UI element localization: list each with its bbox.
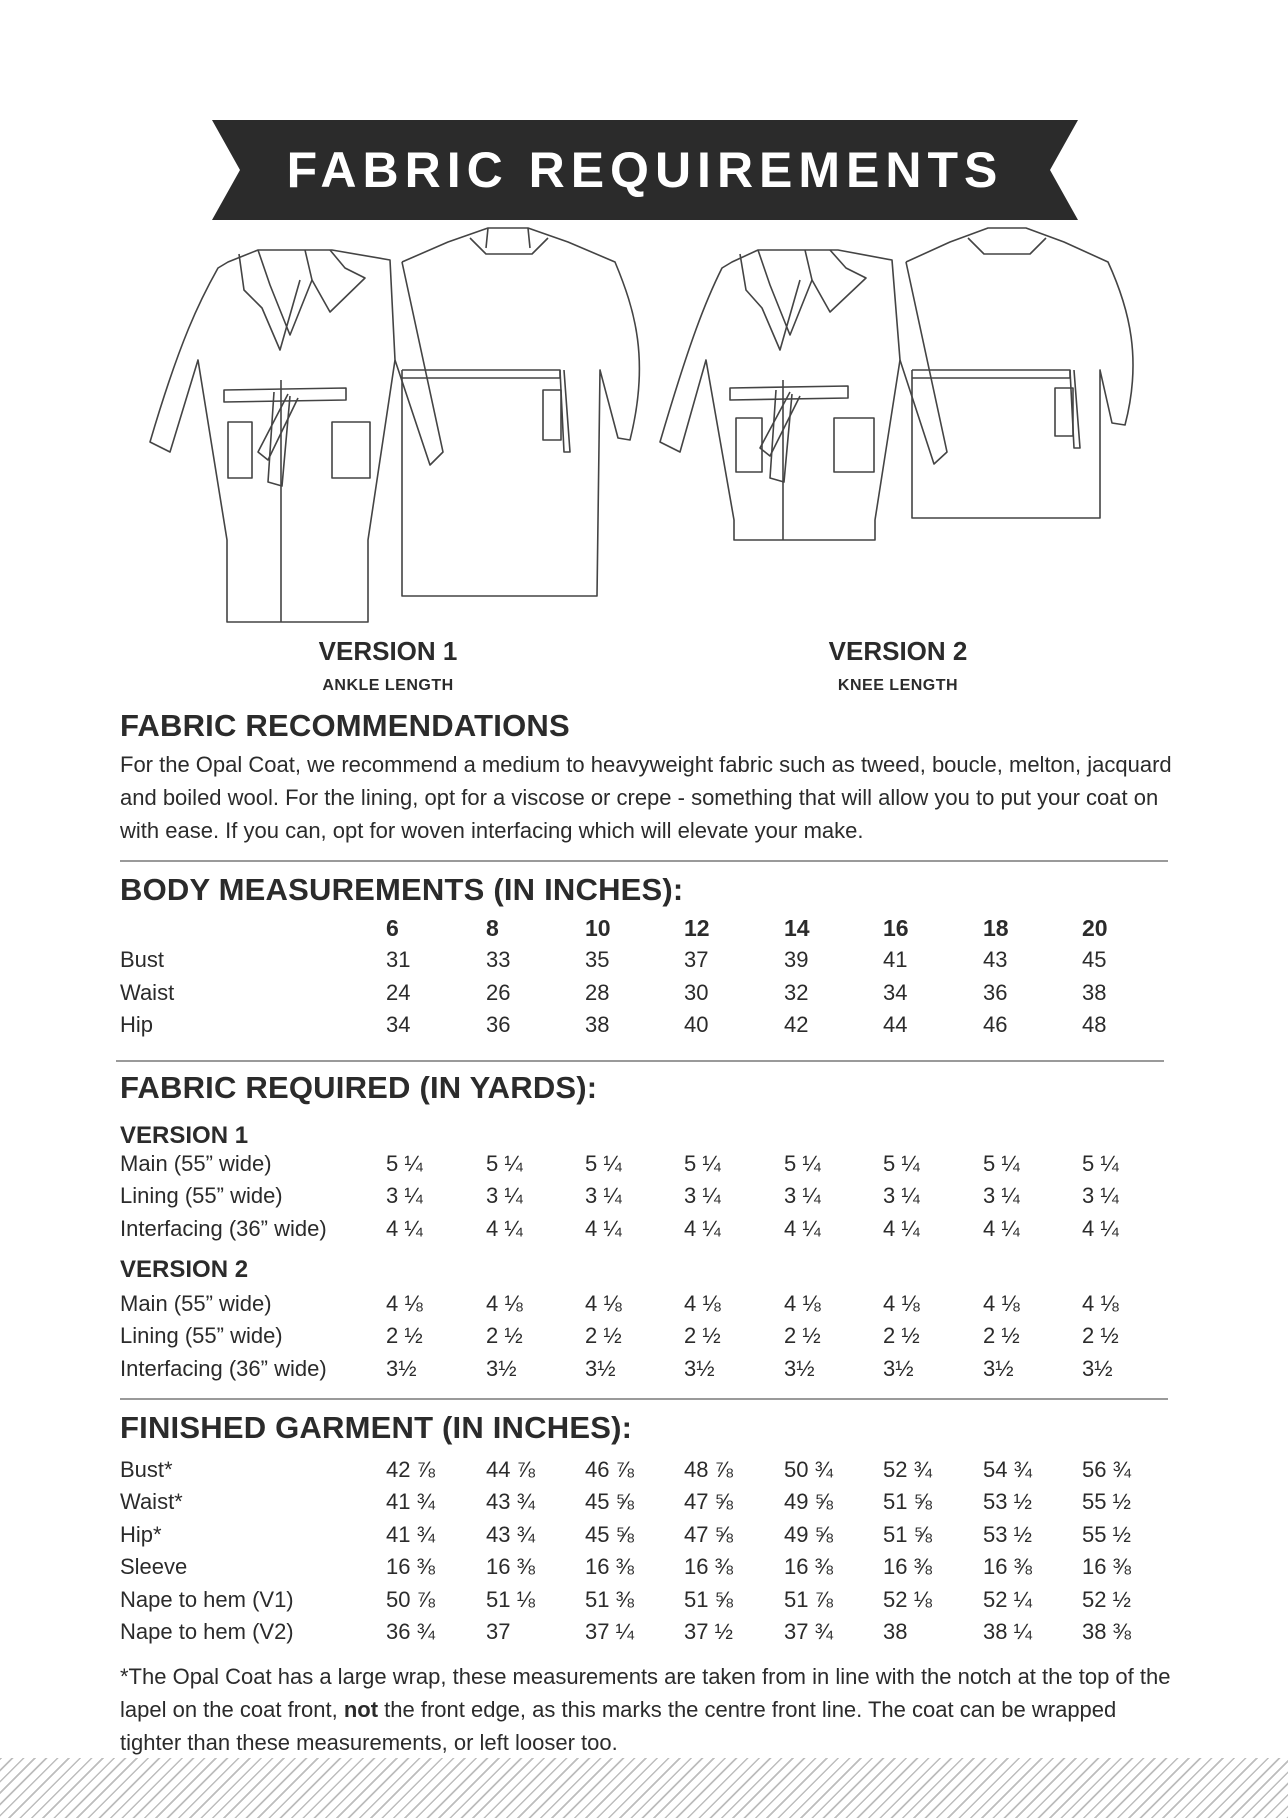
table-cell: 42 ⅞: [386, 1457, 435, 1482]
version-2-subtitle: KNEE LENGTH: [837, 677, 959, 694]
size-header: 20: [1082, 915, 1108, 941]
table-cell: 41 ¾: [386, 1489, 435, 1514]
footnote-text-start: *The Opal Coat has a large wrap, these measurements are taken from in line with the notch at the top of the lapel on the coat front,: [120, 1664, 1171, 1722]
row-label: Sleeve: [120, 1554, 188, 1579]
table-cell: 48: [1082, 1012, 1107, 1037]
table-cell: 3½: [684, 1356, 715, 1381]
table-cell: 52 ⅛: [883, 1587, 932, 1612]
coat-illustrations: [140, 220, 1150, 630]
size-header: 18: [983, 915, 1009, 941]
table-cell: 54 ¾: [983, 1457, 1032, 1482]
table-row: [120, 944, 1180, 976]
table-cell: 51 ⅞: [784, 1587, 833, 1612]
table-cell: 36: [983, 980, 1008, 1005]
table-cell: 52 ¼: [983, 1587, 1032, 1612]
table-cell: 3½: [883, 1356, 914, 1381]
table-cell: 3 ¼: [585, 1183, 622, 1208]
version-1-group-title: VERSION 1: [120, 1122, 249, 1149]
row-label: Waist*: [120, 1489, 183, 1514]
table-cell: 3½: [983, 1356, 1014, 1381]
table-cell: 45: [1082, 947, 1107, 972]
row-label: Hip: [120, 1012, 154, 1037]
divider: [116, 1060, 1164, 1062]
table-cell: 41: [883, 947, 908, 972]
table-cell: 37 ¾: [784, 1619, 833, 1644]
table-row: [120, 1320, 1180, 1352]
size-header: 14: [784, 915, 810, 941]
table-cell: 5 ¼: [784, 1151, 821, 1176]
table-cell: 42: [784, 1012, 809, 1037]
table-cell: 33: [486, 947, 511, 972]
table-cell: 24: [386, 980, 411, 1005]
table-cell: 48 ⅞: [684, 1457, 733, 1482]
fabric-recommendations-text: For the Opal Coat, we recommend a medium to heavyweight fabric such as tweed, boucle, melton, jacquard and boiled wool. For the lining, opt for a viscose or crepe - something that will allow you to put your coat on with ease. If you can, opt for woven interfacing which will elevate your make.: [120, 752, 1172, 843]
table-row: [120, 1486, 1180, 1518]
table-cell: 2 ½: [983, 1323, 1020, 1348]
decorative-stripe-border: [0, 1758, 1288, 1818]
table-cell: 3½: [585, 1356, 616, 1381]
table-row: [120, 1454, 1180, 1486]
table-cell: 36 ¾: [386, 1619, 435, 1644]
table-cell: 5 ¼: [386, 1151, 423, 1176]
table-cell: 3½: [386, 1356, 417, 1381]
finished-garment-heading: FINISHED GARMENT (IN INCHES):: [120, 1410, 633, 1445]
row-label: Lining (55” wide): [120, 1183, 283, 1208]
table-cell: 52 ½: [1082, 1587, 1131, 1612]
table-cell: 28: [585, 980, 610, 1005]
table-cell: 49 ⅝: [784, 1489, 833, 1514]
table-cell: 2 ½: [386, 1323, 423, 1348]
size-header: 12: [684, 915, 710, 941]
row-label: Main (55” wide): [120, 1291, 272, 1316]
table-cell: 4 ¼: [784, 1216, 821, 1241]
table-cell: 16 ⅜: [883, 1554, 932, 1579]
table-cell: 16 ⅜: [784, 1554, 833, 1579]
table-cell: 16 ⅜: [1082, 1554, 1131, 1579]
body-measurements-heading: BODY MEASUREMENTS (IN INCHES):: [120, 872, 684, 907]
row-label: Bust*: [120, 1457, 173, 1482]
table-cell: 16 ⅜: [486, 1554, 535, 1579]
row-label: Nape to hem (V1): [120, 1587, 294, 1612]
footnote-emphasis: not: [343, 1697, 379, 1722]
row-label: Nape to hem (V2): [120, 1619, 294, 1644]
table-cell: 5 ¼: [585, 1151, 622, 1176]
table-cell: 4 ⅛: [784, 1291, 821, 1316]
table-cell: 55 ½: [1082, 1489, 1131, 1514]
table-cell: 38 ¼: [983, 1619, 1032, 1644]
version-2-label: [738, 636, 1058, 695]
table-cell: 36: [486, 1012, 511, 1037]
size-header: 10: [585, 915, 611, 941]
table-row: [120, 1551, 1180, 1583]
table-row: [120, 1148, 1180, 1180]
table-row: [120, 1519, 1180, 1551]
table-cell: 31: [386, 947, 411, 972]
table-cell: 2 ½: [486, 1323, 523, 1348]
table-row: [120, 1353, 1180, 1385]
table-cell: 43 ¾: [486, 1522, 535, 1547]
table-row: [120, 1213, 1180, 1245]
table-cell: 43 ¾: [486, 1489, 535, 1514]
table-cell: 41 ¾: [386, 1522, 435, 1547]
table-cell: 52 ¾: [883, 1457, 932, 1482]
table-cell: 3 ¼: [883, 1183, 920, 1208]
table-cell: 4 ¼: [386, 1216, 423, 1241]
table-cell: 2 ½: [585, 1323, 622, 1348]
table-cell: 16 ⅜: [386, 1554, 435, 1579]
table-cell: 38: [883, 1619, 908, 1644]
table-cell: 2 ½: [1082, 1323, 1119, 1348]
table-cell: 56 ¾: [1082, 1457, 1131, 1482]
table-cell: 38: [1082, 980, 1107, 1005]
table-cell: 51 ⅝: [883, 1522, 932, 1547]
table-cell: 5 ¼: [486, 1151, 523, 1176]
table-cell: 3 ¼: [983, 1183, 1020, 1208]
table-cell: 5 ¼: [883, 1151, 920, 1176]
version-1-label: [228, 636, 548, 695]
table-cell: 34: [386, 1012, 411, 1037]
version-2-group-title: VERSION 2: [120, 1256, 249, 1283]
table-cell: 5 ¼: [1082, 1151, 1119, 1176]
table-cell: 44: [883, 1012, 908, 1037]
table-cell: 4 ¼: [684, 1216, 721, 1241]
table-cell: 3½: [486, 1356, 517, 1381]
banner: [212, 120, 1078, 220]
table-row: [120, 977, 1180, 1009]
table-cell: 44 ⅞: [486, 1457, 535, 1482]
table-cell: 3 ¼: [386, 1183, 423, 1208]
version-1-back-illustration: [402, 228, 639, 596]
version-2-title: VERSION 2: [828, 636, 968, 666]
row-label: Interfacing (36” wide): [120, 1356, 327, 1381]
table-cell: 37: [684, 947, 709, 972]
table-cell: 4 ¼: [883, 1216, 920, 1241]
divider: [120, 1398, 1168, 1400]
size-header: 6: [386, 915, 399, 941]
size-header: 8: [486, 915, 499, 941]
version-1-subtitle: ANKLE LENGTH: [322, 677, 454, 694]
table-cell: 51 ⅝: [684, 1587, 733, 1612]
fabric-recommendations-heading: FABRIC RECOMMENDATIONS: [120, 708, 570, 743]
table-cell: 55 ½: [1082, 1522, 1131, 1547]
table-cell: 4 ¼: [983, 1216, 1020, 1241]
footnote-text-end: the front edge, as this marks the centre front line. The coat can be wrapped tighter than these measurements, or left looser too.: [120, 1697, 1117, 1755]
row-label: Hip*: [120, 1522, 162, 1547]
table-cell: 5 ¼: [983, 1151, 1020, 1176]
table-cell: 2 ½: [883, 1323, 920, 1348]
row-label: Interfacing (36” wide): [120, 1216, 327, 1241]
table-cell: 32: [784, 980, 809, 1005]
table-cell: 34: [883, 980, 908, 1005]
table-cell: 37 ½: [684, 1619, 733, 1644]
table-cell: 37: [486, 1619, 511, 1644]
table-cell: 4 ¼: [1082, 1216, 1119, 1241]
size-header: 16: [883, 915, 909, 941]
table-cell: 49 ⅝: [784, 1522, 833, 1547]
table-cell: 46 ⅞: [585, 1457, 634, 1482]
size-header-row: [120, 912, 1180, 944]
table-cell: 4 ¼: [585, 1216, 622, 1241]
table-cell: 3 ¼: [486, 1183, 523, 1208]
table-cell: 3 ¼: [784, 1183, 821, 1208]
version-1-title: VERSION 1: [318, 636, 458, 666]
row-label: Waist: [120, 980, 175, 1005]
table-cell: 53 ½: [983, 1522, 1032, 1547]
table-cell: 26: [486, 980, 511, 1005]
table-cell: 16 ⅜: [983, 1554, 1032, 1579]
table-cell: 2 ½: [784, 1323, 821, 1348]
table-cell: 35: [585, 947, 610, 972]
table-cell: 16 ⅜: [585, 1554, 634, 1579]
table-cell: 39: [784, 947, 809, 972]
divider: [120, 860, 1168, 862]
table-row: [120, 1009, 1180, 1041]
table-row: [120, 1616, 1180, 1648]
table-cell: 4 ⅛: [585, 1291, 622, 1316]
table-cell: 45 ⅝: [585, 1489, 634, 1514]
fabric-required-heading: FABRIC REQUIRED (IN YARDS):: [120, 1070, 598, 1105]
table-cell: 3½: [784, 1356, 815, 1381]
table-cell: 4 ⅛: [386, 1291, 423, 1316]
table-cell: 3½: [1082, 1356, 1113, 1381]
table-row: [120, 1288, 1180, 1320]
table-cell: 43: [983, 947, 1008, 972]
row-label: Lining (55” wide): [120, 1323, 283, 1348]
table-cell: 47 ⅝: [684, 1522, 733, 1547]
table-cell: 2 ½: [684, 1323, 721, 1348]
table-cell: 37 ¼: [585, 1619, 634, 1644]
row-label: Bust: [120, 947, 165, 972]
table-cell: 4 ⅛: [486, 1291, 523, 1316]
table-cell: 3 ¼: [684, 1183, 721, 1208]
row-label: Main (55” wide): [120, 1151, 272, 1176]
table-cell: 40: [684, 1012, 709, 1037]
measurement-footnote: [120, 1660, 1180, 1759]
table-cell: 30: [684, 980, 709, 1005]
table-cell: 51 ⅛: [486, 1587, 535, 1612]
table-cell: 5 ¼: [684, 1151, 721, 1176]
table-cell: 4 ⅛: [983, 1291, 1020, 1316]
table-cell: 4 ⅛: [883, 1291, 920, 1316]
table-cell: 38 ⅜: [1082, 1619, 1131, 1644]
table-cell: 4 ⅛: [1082, 1291, 1119, 1316]
table-cell: 4 ¼: [486, 1216, 523, 1241]
table-cell: 47 ⅝: [684, 1489, 733, 1514]
table-cell: 50 ¾: [784, 1457, 833, 1482]
version-1-front-illustration: [150, 250, 443, 622]
table-cell: 16 ⅜: [684, 1554, 733, 1579]
table-cell: 3 ¼: [1082, 1183, 1119, 1208]
version-2-front-illustration: [660, 250, 947, 540]
version-2-back-illustration: [906, 228, 1133, 518]
table-cell: 38: [585, 1012, 610, 1037]
table-cell: 51 ⅝: [883, 1489, 932, 1514]
page-title: FABRIC REQUIREMENTS: [286, 142, 1004, 198]
table-cell: 4 ⅛: [684, 1291, 721, 1316]
table-row: [120, 1584, 1180, 1616]
table-cell: 51 ⅜: [585, 1587, 634, 1612]
table-cell: 53 ½: [983, 1489, 1032, 1514]
table-cell: 46: [983, 1012, 1008, 1037]
table-row: [120, 1180, 1180, 1212]
table-cell: 50 ⅞: [386, 1587, 435, 1612]
table-cell: 45 ⅝: [585, 1522, 634, 1547]
